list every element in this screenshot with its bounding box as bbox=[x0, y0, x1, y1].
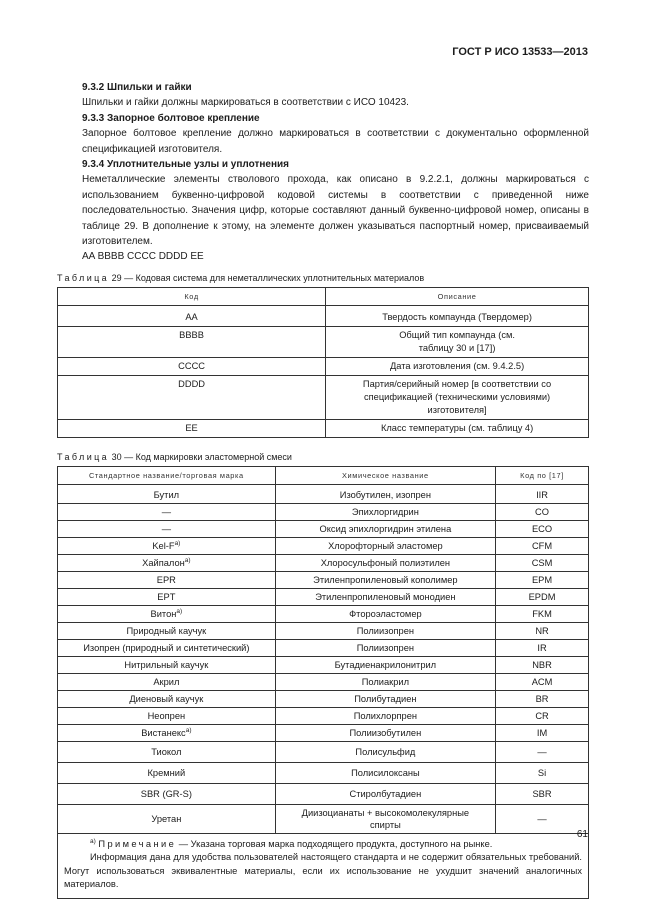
table30-header-row bbox=[58, 466, 589, 484]
name-cell: Природный каучук bbox=[58, 622, 276, 639]
table30-col-name: Стандартное название/торговая марка bbox=[58, 466, 276, 484]
chem-cell: Полиизопрен bbox=[275, 639, 495, 656]
name-cell: Бутил bbox=[58, 484, 276, 503]
section-9-3-2-text: Шпильки и гайки должны маркироваться в соответствии с ИСО 10423. bbox=[82, 97, 409, 109]
code-cell: — bbox=[496, 741, 589, 762]
table30-caption-text: 30 — Код маркировки эластомерной смеси bbox=[111, 451, 292, 462]
chem-cell: Изобутилен, изопрен bbox=[275, 484, 495, 503]
code-cell: ECO bbox=[496, 520, 589, 537]
chem-cell: Полиизобутилен bbox=[275, 724, 495, 741]
table29-caption-label: Таблица bbox=[57, 272, 110, 283]
chem-cell: Полиизопрен bbox=[275, 622, 495, 639]
table30-notes bbox=[58, 833, 589, 898]
chem-cell: Полисульфид bbox=[275, 741, 495, 762]
chem-cell: Эпихлоргидрин bbox=[275, 503, 495, 520]
table-row bbox=[58, 520, 589, 537]
code-cell: CSM bbox=[496, 554, 589, 571]
code-cell: SBR bbox=[496, 783, 589, 804]
desc-cell: Твердость компаунда (Твердомер) bbox=[326, 305, 589, 326]
code-cell: ACM bbox=[496, 673, 589, 690]
chem-cell: Полихлорпрен bbox=[275, 707, 495, 724]
table-row bbox=[58, 419, 589, 437]
desc-cell: Общий тип компаунда (см. таблицу 30 и [17]) bbox=[326, 326, 589, 357]
name-cell: Кремний bbox=[58, 762, 276, 783]
code-cell: EE bbox=[58, 419, 326, 437]
table-row bbox=[58, 622, 589, 639]
table-30 bbox=[57, 466, 589, 899]
note-label: Примечание bbox=[98, 838, 177, 849]
name-cell: Вистанекс$^{a)}$ bbox=[58, 724, 276, 741]
section-9-3-4-text: Неметаллические элементы стволового прохода, как описано в 9.2.2.1, должны маркироваться с использованием буквенно-цифровой кодовой системы в соответствии с приведенной ниже последовательностью. Значения цифр, которые составляют данный буквенно-цифровой номер, описаны в таблице 29. В дополнение к этому, на элементе должен указываться паспортный номер, присваиваемый изготовителем. bbox=[82, 174, 589, 248]
table-row bbox=[58, 690, 589, 707]
desc-cell: Партия/серийный номер [в соответствии со спецификацией (техническими условиями) изготовителя] bbox=[326, 375, 589, 419]
chem-cell: Оксид эпихлоргидрин этилена bbox=[275, 520, 495, 537]
table-29 bbox=[57, 287, 589, 438]
code-cell: IIR bbox=[496, 484, 589, 503]
name-cell: Хайпалон$^{a)}$ bbox=[58, 554, 276, 571]
name-cell: — bbox=[58, 503, 276, 520]
code-cell: EPM bbox=[496, 571, 589, 588]
name-cell: Kel-$F^{a)}$ bbox=[58, 537, 276, 554]
section-9-3-3-title: 9.3.3 Запорное болтовое крепление bbox=[82, 112, 260, 124]
table-row bbox=[58, 537, 589, 554]
table30-col-code: Код по [17] bbox=[496, 466, 589, 484]
name-cell: SBR (GR-S) bbox=[58, 783, 276, 804]
code-cell: DDDD bbox=[58, 375, 326, 419]
table-row bbox=[58, 571, 589, 588]
code-cell: IM bbox=[496, 724, 589, 741]
table-row bbox=[58, 503, 589, 520]
chem-cell: Диизоцианаты + высокомолекулярные спирты bbox=[275, 804, 495, 833]
section-9-3-3-text: Запорное болтовое крепление должно маркироваться в соответствии с документально оформленной спецификацией изготовителя. bbox=[82, 128, 589, 155]
page-content bbox=[57, 80, 589, 899]
table-row bbox=[58, 357, 589, 375]
code-cell: Si bbox=[496, 762, 589, 783]
page-number: 61 bbox=[576, 829, 588, 840]
table-row bbox=[58, 305, 589, 326]
chem-cell: Полиакрил bbox=[275, 673, 495, 690]
code-cell: — bbox=[496, 804, 589, 833]
chem-cell: Бутадиенакрилонитрил bbox=[275, 656, 495, 673]
table30-note: $^{a)}$ Примечание — Указана торговая марка подходящего продукта, доступного на рынке. bbox=[90, 837, 493, 849]
name-cell: EPT bbox=[58, 588, 276, 605]
table-row bbox=[58, 484, 589, 503]
code-cell: FKM bbox=[496, 605, 589, 622]
table30-caption bbox=[57, 450, 589, 464]
table29-header-row bbox=[58, 287, 589, 305]
name-cell: Акрил bbox=[58, 673, 276, 690]
chem-cell: Стиролбутадиен bbox=[275, 783, 495, 804]
code-cell: BBBB bbox=[58, 326, 326, 357]
code-cell: IR bbox=[496, 639, 589, 656]
table-row bbox=[58, 673, 589, 690]
note-text: — Указана торговая марка подходящего продукта, доступного на рынке. bbox=[178, 838, 493, 849]
code-sequence: AA BBBB CCCC DDDD EE bbox=[82, 251, 204, 263]
table-row bbox=[58, 375, 589, 419]
table-row bbox=[58, 724, 589, 741]
name-cell: Изопрен (природный и синтетический) bbox=[58, 639, 276, 656]
code-cell: CR bbox=[496, 707, 589, 724]
table29-col-code: Код bbox=[58, 287, 326, 305]
table-row bbox=[58, 762, 589, 783]
chem-cell: Этиленпропиленовый кополимер bbox=[275, 571, 495, 588]
document-header: ГОСТ Р ИСО 13533—2013 bbox=[452, 46, 588, 58]
name-cell: — bbox=[58, 520, 276, 537]
chem-cell: Этиленпропиленовый монодиен bbox=[275, 588, 495, 605]
chem-cell: Хлорофторный эластомер bbox=[275, 537, 495, 554]
name-cell: Тиокол bbox=[58, 741, 276, 762]
table29-caption-text: 29 — Кодовая система для неметаллических уплотнительных материалов bbox=[111, 272, 425, 283]
table-row bbox=[58, 326, 589, 357]
name-cell: Диеновый каучук bbox=[58, 690, 276, 707]
table-row bbox=[58, 554, 589, 571]
table30-notes-row bbox=[58, 833, 589, 898]
code-cell: AA bbox=[58, 305, 326, 326]
table30-info: Информация дана для удобства пользователей настоящего стандарта и не содержит обязательных требований. Могут использоваться эквивалентные материалы, если их использование не ухудшит значений аналогичных материалов. bbox=[64, 852, 582, 890]
table-row bbox=[58, 588, 589, 605]
table-row bbox=[58, 605, 589, 622]
section-9-3-4-title: 9.3.4 Уплотнительные узлы и уплотнения bbox=[82, 159, 290, 171]
chem-cell: Хлоросульфоный полиэтилен bbox=[275, 554, 495, 571]
table-row bbox=[58, 741, 589, 762]
table30-col-chem: Химическое название bbox=[275, 466, 495, 484]
chem-cell: Полибутадиен bbox=[275, 690, 495, 707]
table-row bbox=[58, 707, 589, 724]
name-cell: EPR bbox=[58, 571, 276, 588]
table30-caption-label: Таблица bbox=[57, 451, 110, 462]
table29-col-desc: Описание bbox=[326, 287, 589, 305]
name-cell: Неопрен bbox=[58, 707, 276, 724]
code-cell: CCCC bbox=[58, 357, 326, 375]
code-cell: NR bbox=[496, 622, 589, 639]
table-row bbox=[58, 656, 589, 673]
desc-cell: Класс температуры (см. таблицу 4) bbox=[326, 419, 589, 437]
desc-cell: Дата изготовления (см. 9.4.2.5) bbox=[326, 357, 589, 375]
table29-caption bbox=[57, 271, 589, 285]
name-cell: Уретан bbox=[58, 804, 276, 833]
code-cell: CO bbox=[496, 503, 589, 520]
code-cell: CFM bbox=[496, 537, 589, 554]
table-row bbox=[58, 639, 589, 656]
code-cell: BR bbox=[496, 690, 589, 707]
section-9-3-2-title: 9.3.2 Шпильки и гайки bbox=[82, 82, 192, 93]
chem-cell: Фтороэластомер bbox=[275, 605, 495, 622]
chem-cell: Полисилоксаны bbox=[275, 762, 495, 783]
code-cell: EPDM bbox=[496, 588, 589, 605]
code-cell: NBR bbox=[496, 656, 589, 673]
table-row bbox=[58, 804, 589, 833]
name-cell: Витон$^{a)}$ bbox=[58, 605, 276, 622]
table-row bbox=[58, 783, 589, 804]
name-cell: Нитрильный каучук bbox=[58, 656, 276, 673]
